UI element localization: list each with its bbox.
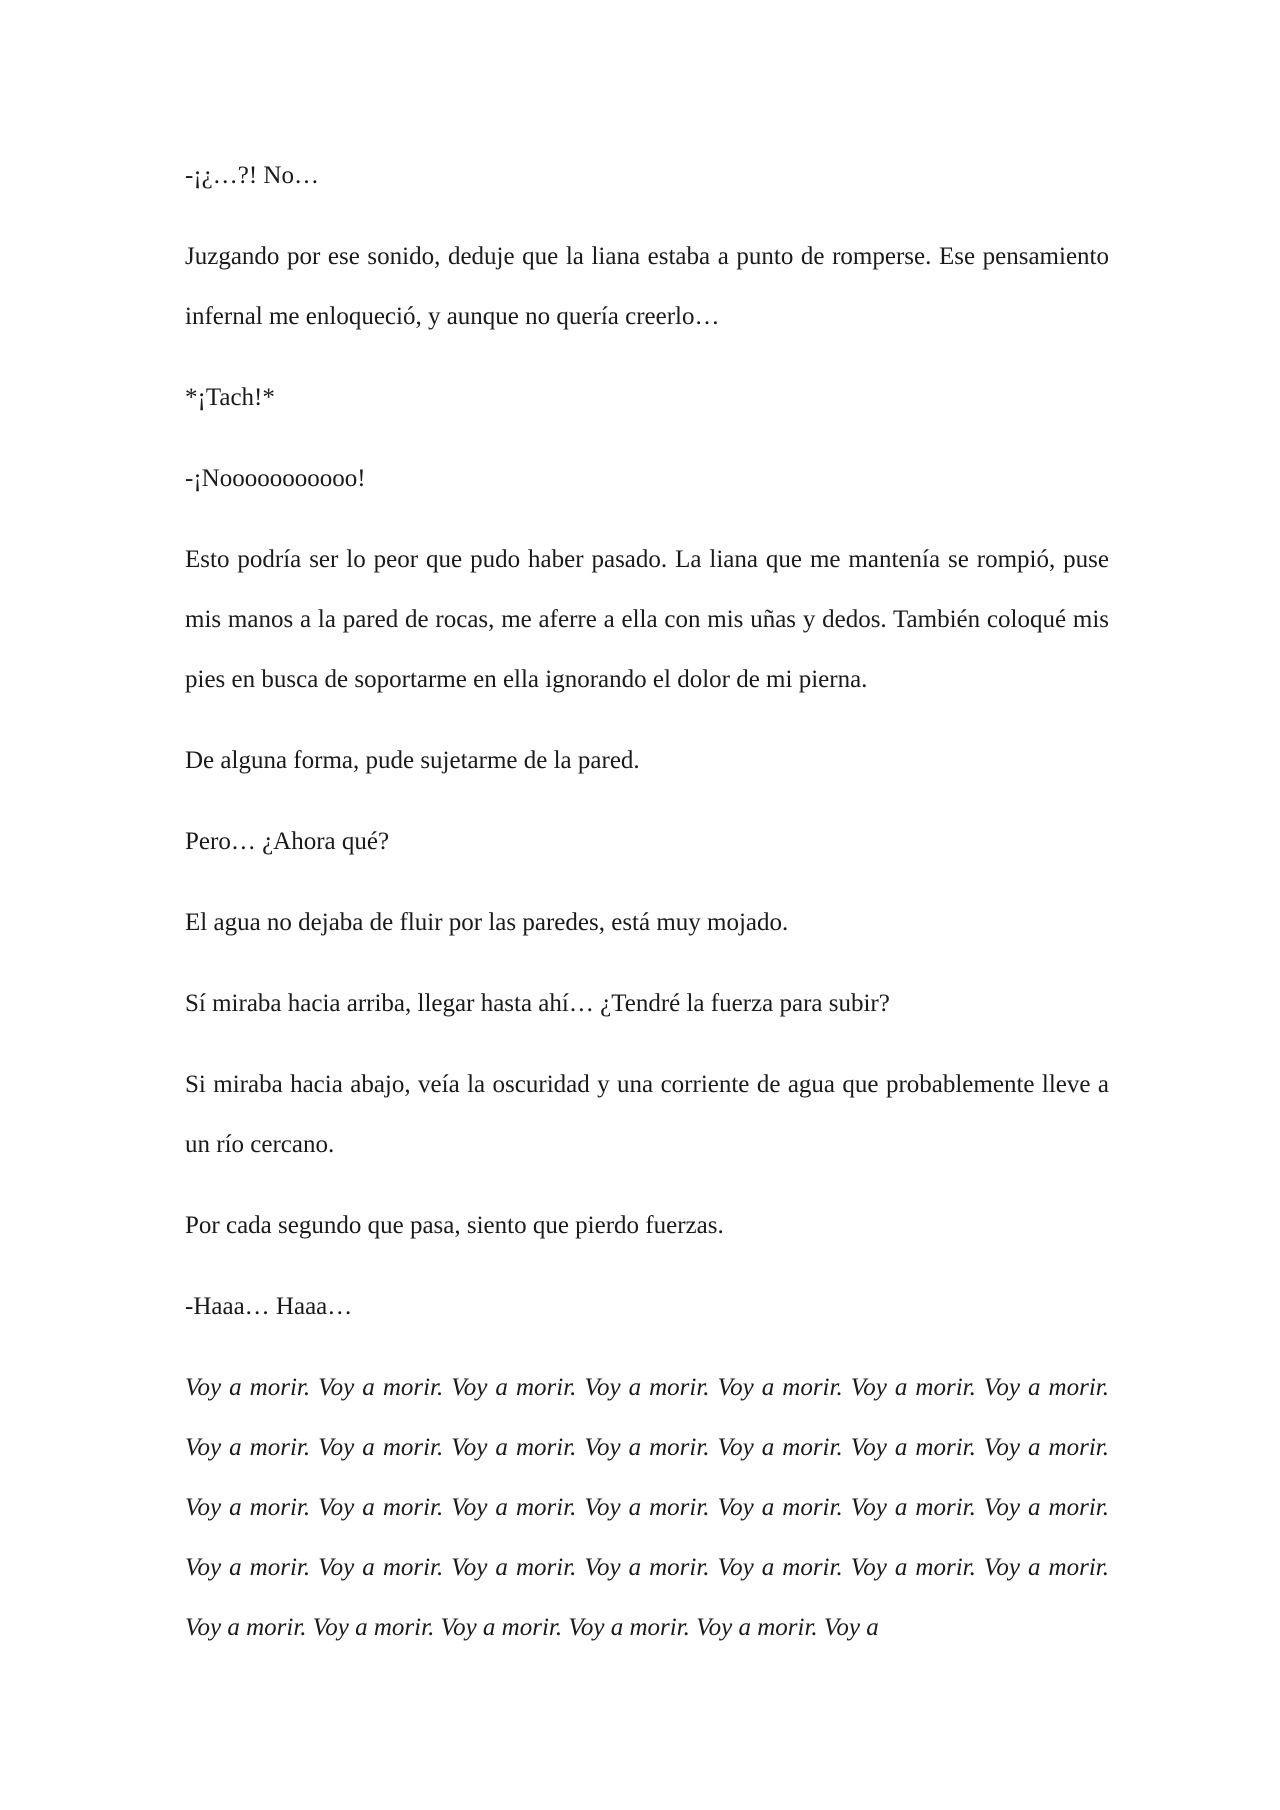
paragraph-3: *¡Tach!* bbox=[185, 384, 275, 411]
paragraph-5: Esto podría ser lo peor que pudo haber pasado. La liana que me mantenía se rompió, puse mis manos a la pared de rocas, me aferre a ella con mis uñas y dedos. También coloqué mis pies en busca de soportarme en ella ignorando el dolor de mi pierna. bbox=[185, 546, 1109, 693]
paragraph-2: Juzgando por ese sonido, deduje que la liana estaba a punto de romperse. Ese pensamiento infernal me enloqueció, y aunque no quería creerlo… bbox=[185, 243, 1109, 330]
paragraph-11: Por cada segundo que pasa, siento que pierdo fuerzas. bbox=[185, 1212, 724, 1239]
text-column bbox=[185, 146, 1109, 1679]
paragraph-12: -Haaa… Haaa… bbox=[185, 1293, 353, 1320]
paragraph-4: -¡Nooooooooooo! bbox=[185, 465, 366, 492]
paragraph-1: -¡¿…?! No… bbox=[185, 162, 319, 189]
paragraph-10: Si miraba hacia abajo, veía la oscuridad y una corriente de agua que probablemente lleve a un río cercano. bbox=[185, 1071, 1109, 1158]
paragraph-13: Voy a morir. Voy a morir. Voy a morir. Voy a morir. Voy a morir. Voy a morir. Voy a morir. Voy a morir. Voy a morir. Voy a morir. Voy a morir. Voy a morir. Voy a morir. Voy a morir. Voy a morir. Voy a morir. Voy a morir. Voy a morir. Voy a morir. Voy a morir. Voy a morir. Voy a morir. Voy a morir. Voy a morir. Voy a morir. Voy a morir. Voy a morir. Voy a morir. Voy a morir. Voy a morir. Voy a morir. Voy a morir. Voy a morir. Voy a bbox=[185, 1374, 1109, 1641]
paragraph-6: De alguna forma, pude sujetarme de la pared. bbox=[185, 747, 640, 774]
paragraph-8: El agua no dejaba de fluir por las paredes, está muy mojado. bbox=[185, 909, 789, 936]
paragraph-7: Pero… ¿Ahora qué? bbox=[185, 828, 390, 855]
paragraph-9: Sí miraba hacia arriba, llegar hasta ahí… ¿Tendré la fuerza para subir? bbox=[185, 990, 890, 1017]
